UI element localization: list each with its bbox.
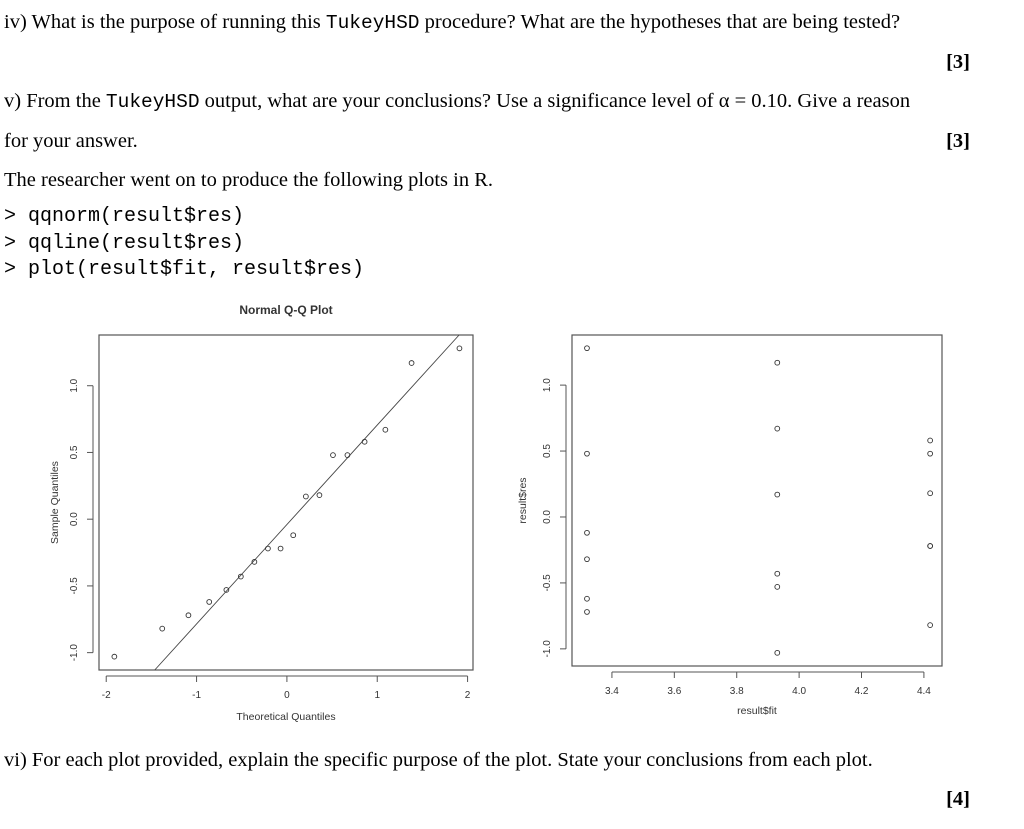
chart1-data-point [362,439,367,444]
chart1-data-point [291,533,296,538]
question-v-text-end: output, what are your conclusions? Use a significance level of α = 0.10. Give a reason [199,90,911,112]
chart2-data-point [928,438,933,443]
chart2-data-point [775,360,780,365]
intro-text: The researcher went on to produce the following plots in R. [4,169,494,191]
chart2-x-tick-label: 4.2 [854,686,869,697]
chart1-data-point [207,600,212,605]
chart1-y-axis-label: Sample Quantiles [49,461,61,544]
chart1-x-axis-label: Theoretical Quantiles [236,711,336,723]
chart1-y-tick-label: 0.5 [69,445,80,460]
chart1-x-tick-label: 2 [464,690,471,701]
chart1-title: Normal Q-Q Plot [239,303,333,317]
chart1-y-tick-label: -1.0 [69,644,80,662]
chart1-plot-frame [99,335,473,670]
chart2-y-axis-label: result$res [517,477,529,524]
chart2-y-tick-label: 0.0 [542,510,553,524]
chart2-data-point [928,491,933,496]
chart2-data-point [585,530,590,535]
chart1-data-point [409,361,414,366]
chart2-y-tick-label: -1.0 [542,640,553,658]
chart2-x-tick-label: 3.4 [604,686,619,697]
chart2-y-tick-label: 0.5 [542,444,553,459]
question-iv-text-end: procedure? What are the hypotheses that are being tested? [419,11,901,33]
chart1-x-tick-label: -2 [101,690,111,701]
question-v-line2: for your answer. [4,130,138,152]
chart2-data-point [775,584,780,589]
chart1-data-point [457,346,462,351]
chart1-data-point [186,613,191,618]
chart2-x-tick-label: 4.4 [916,686,931,697]
chart2-data-point [928,623,933,628]
question-vi: vi) For each plot provided, explain the specific purpose of the plot. State your conclusions from each plot. [4,749,873,771]
chart1-x-tick-label: 0 [284,690,290,701]
chart2-data-point [775,492,780,497]
marks-iv: [3] [946,51,970,73]
chart1-data-point [303,494,308,499]
chart2-y-tick-label: 1.0 [542,378,553,393]
question-iv-text: iv) What is the purpose of running this [4,11,326,33]
chart1-data-point [345,453,350,458]
code-line-2: > qqline(result$res) [4,232,245,255]
question-v-text: v) From the [4,90,106,112]
chart1-data-point [160,626,165,631]
marks-v: [3] [946,130,970,152]
chart1-qq-reference-line [155,335,459,670]
chart2-data-point [775,650,780,655]
chart2-plot-frame [572,335,942,666]
chart2-data-point [585,346,590,351]
code-line-3: > plot(result$fit, result$res) [4,258,365,281]
chart2-x-tick-label: 3.8 [729,686,744,697]
chart2-data-point [775,426,780,431]
chart1-data-point [266,546,271,551]
chart2-data-point [585,610,590,615]
code-line-1: > qqnorm(result$res) [4,205,245,228]
chart1-y-tick-label: 1.0 [69,378,80,393]
chart2-x-axis-label: result$fit [737,705,777,717]
chart2-data-point [775,571,780,576]
chart1-data-point [278,546,283,551]
chart2-data-point [928,544,933,549]
chart2-x-tick-label: 3.6 [667,686,682,697]
chart1-y-tick-label: 0.0 [69,512,80,527]
chart1-data-point [112,654,117,659]
chart2-data-point [585,596,590,601]
chart1-x-tick-label: -1 [192,690,202,701]
chart1-data-point [331,453,336,458]
chart2-y-tick-label: -0.5 [542,574,553,592]
chart2-data-point [928,451,933,456]
chart1-y-tick-label: -0.5 [69,577,80,595]
chart1-data-point [383,427,388,432]
chart2-data-point [585,451,590,456]
marks-vi: [4] [946,788,970,810]
chart1-x-tick-label: 1 [374,690,381,701]
chart2-data-point [585,557,590,562]
inline-code: TukeyHSD [105,91,200,113]
chart1-data-point [317,493,322,498]
inline-code: TukeyHSD [325,12,420,34]
chart2-x-tick-label: 4.0 [792,686,807,697]
